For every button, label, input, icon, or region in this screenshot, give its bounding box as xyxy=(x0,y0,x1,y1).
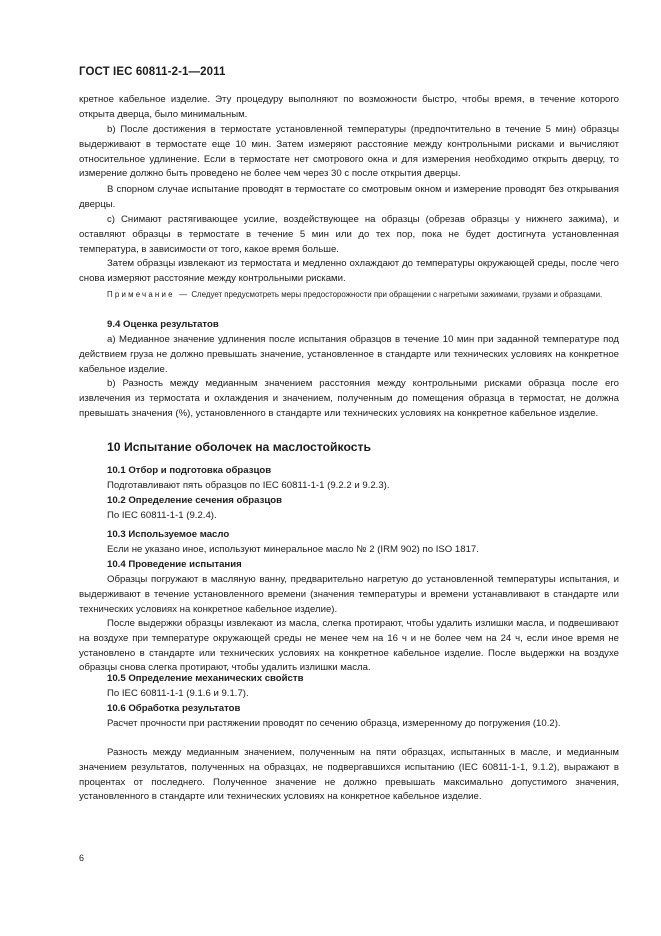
paragraph-cooling: Затем образцы извлекают из термостата и медленно охлаждают до температуры окружающей среды, после чего снова измеряют расстояние между контрольными рисками. xyxy=(79,258,619,284)
paragraph-continuation: кретное кабельное изделие. Эту процедуру выполняют по возможности быстро, чтобы время, в течение которого открыта дверца, было минимальным. xyxy=(79,94,619,120)
document-header: ГОСТ IEC 60811-2-1—2011 xyxy=(79,66,226,78)
paragraph-10-6-a: Расчет прочности при растяжении проводят по сечению образца, измеренному до погружения (10.2). xyxy=(107,718,561,729)
note-label: Примечание — xyxy=(107,290,190,299)
paragraph-10-3: Если не указано иное, используют минеральное масло № 2 (IRM 902) по ISO 1817. xyxy=(107,544,479,555)
paragraph-9-4-a: a) Медианное значение удлинения после испытания образцов в течение 10 мин при заданной температуре под действием груза не должно превышать значение, установленное в стандарте или технических условиях на конкретное кабельное изделие. xyxy=(79,334,619,375)
section-9-4-title: 9.4 Оценка результатов xyxy=(107,319,219,330)
paragraph-10-5: По IEC 60811-1-1 (9.1.6 и 9.1.7). xyxy=(107,688,249,699)
section-10-4-title: 10.4 Проведение испытания xyxy=(107,559,242,570)
paragraph-10-6-b: Разность между медианным значением, полученным на пяти образцах, испытанных в масле, и медианным значением результатов, полученных на образцах, не подвергавшихся испытанию (IEC 60811-1-1, 9.1.2), выражают в процентах от последнего. Полученное значение не должно превышать максимально допустимого значения, установленного в стандарте или технических условиях на конкретное кабельное изделие. xyxy=(79,747,619,803)
section-10-5-title: 10.5 Определение механических свойств xyxy=(107,673,304,684)
paragraph-c: c) Снимают растягивающее усилие, воздействующее на образцы (обрезав образцы у нижнего зажима), и оставляют образцы в термостате в течение 5 мин или до тех пор, пока не будет достигнута установленная температура, в зависимости от того, какое время больше. xyxy=(79,214,619,255)
paragraph-b: b) После достижения в термостате установленной температуры (предпочтительно в течение 5 мин) образцы выдерживают в термостате еще 10 мин. Затем измеряют расстояние между контрольными рисками и вычисляют относительное удлинение. Если в термостате нет смотрового окна и для измерения необходимо открыть дверцу, то измерение должно быть проведено не более чем через 30 с после открытия дверцы. xyxy=(79,124,619,180)
note-text: Следует предусмотреть меры предосторожности при обращении с нагретыми зажимами, грузами и образцами. xyxy=(189,290,603,299)
section-10-6-title: 10.6 Обработка результатов xyxy=(107,703,241,714)
paragraph-10-4-a: Образцы погружают в масляную ванну, предварительно нагретую до установленной температуры испытания, и выдерживают в течение установленного времени (значения температуры и времени устанавливают в стандарте или технических условиях на конкретное кабельное изделие). xyxy=(79,574,619,615)
paragraph-10-4-b: После выдержки образцы извлекают из масла, слегка протирают, чтобы удалить излишки масла, и подвешивают на воздухе при температуре окружающей среды не менее чем на 16 ч и не более чем на 24 ч, если иное время не установлено в стандарте или технических условиях на конкретное кабельное изделие. После выдержки на воздухе образцы снова слегка протирают, чтобы удалить излишки масла. xyxy=(79,618,619,674)
paragraph-10-1: Подготавливают пять образцов по IEC 60811-1-1 (9.2.2 и 9.2.3). xyxy=(107,480,390,491)
paragraph-9-4-b: b) Разность между медианным значением расстояния между контрольными рисками образца после его извлечения из термостата и охлаждения и значением, полученным до помещения образца в термостат, не должна превышать значения (%), установленного в стандарте или технических условиях на конкретное кабельное изделие. xyxy=(79,378,619,419)
section-10-2-title: 10.2 Определение сечения образцов xyxy=(107,495,283,506)
page-number: 6 xyxy=(79,853,85,863)
section-10-3-title: 10.3 Используемое масло xyxy=(107,529,230,540)
section-10-1-title: 10.1 Отбор и подготовка образцов xyxy=(107,465,272,476)
paragraph-dispute: В спорном случае испытание проводят в термостате со смотровым окном и измерение проводят без открывания дверцы. xyxy=(79,184,619,210)
paragraph-10-2: По IEC 60811-1-1 (9.2.4). xyxy=(107,510,217,521)
section-10-title: 10 Испытание оболочек на маслостойкость xyxy=(107,440,371,454)
note xyxy=(79,289,619,301)
